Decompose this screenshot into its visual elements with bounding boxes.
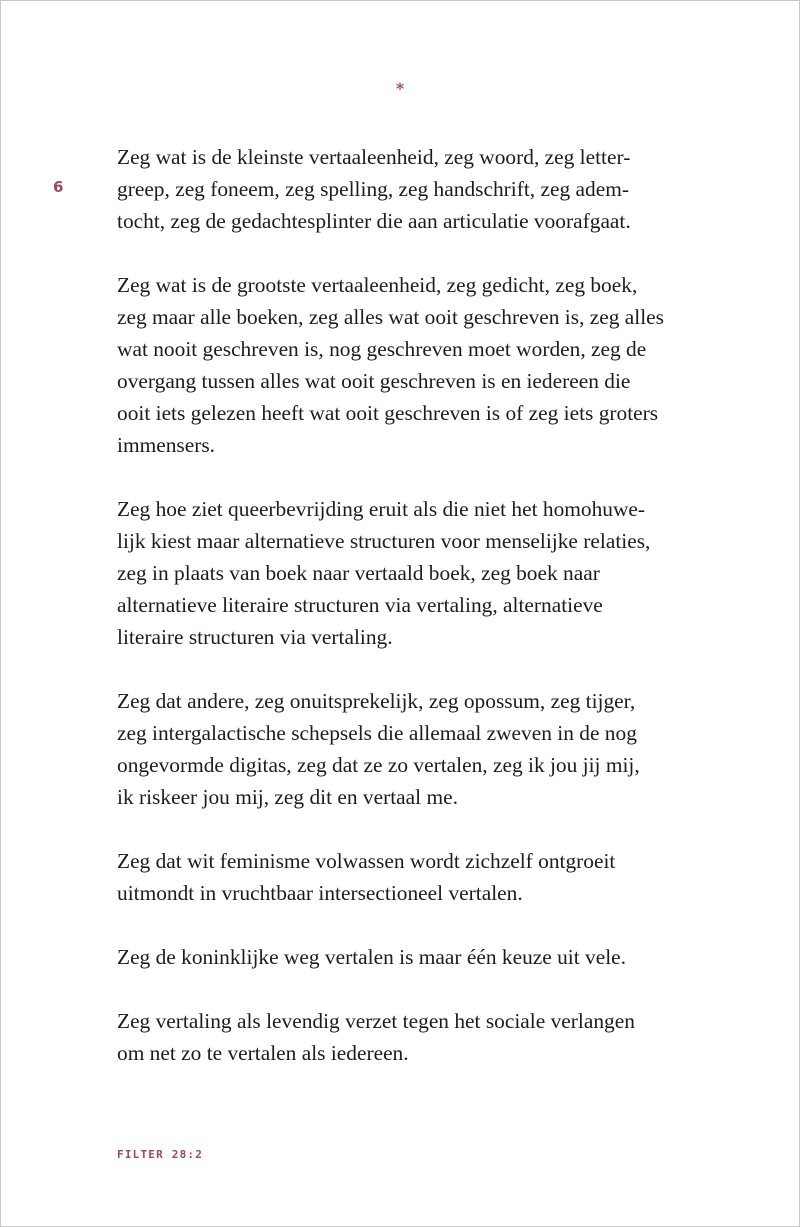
text-line: wat nooit geschreven is, nog geschreven moet worden, zeg de	[117, 337, 647, 361]
text-line: Zeg hoe ziet queerbevrijding eruit als die niet het homohuwe-	[117, 497, 646, 521]
text-line: zeg in plaats van boek naar vertaald boek, zeg boek naar	[117, 561, 600, 585]
text-line: Zeg wat is de kleinste vertaaleenheid, zeg woord, zeg letter-	[117, 145, 631, 169]
paragraph	[117, 845, 692, 909]
text-line: zeg maar alle boeken, zeg alles wat ooit geschreven is, zeg alles	[117, 305, 664, 329]
text-line: greep, zeg foneem, zeg spelling, zeg handschrift, zeg adem-	[117, 177, 629, 201]
text-line: Zeg wat is de grootste vertaaleenheid, zeg gedicht, zeg boek,	[117, 273, 638, 297]
text-line: tocht, zeg de gedachtesplinter die aan articulatie voorafgaat.	[117, 209, 631, 233]
text-line: alternatieve literaire structuren via vertaling, alternatieve	[117, 593, 603, 617]
paragraph	[117, 269, 692, 461]
text-line: overgang tussen alles wat ooit geschreven is en iedereen die	[117, 369, 631, 393]
paragraph	[117, 1005, 692, 1069]
paragraph	[117, 941, 692, 973]
body-text	[117, 141, 692, 1101]
text-line: uitmondt in vruchtbaar intersectioneel vertalen.	[117, 881, 523, 905]
text-line: immensers.	[117, 433, 216, 457]
text-line: ik riskeer jou mij, zeg dit en vertaal me.	[117, 785, 458, 809]
section-ornament: *	[395, 79, 405, 98]
paragraph	[117, 493, 692, 653]
text-line: ooit iets gelezen heeft wat ooit geschreven is of zeg iets groters	[117, 401, 659, 425]
text-line: zeg intergalactische schepsels die allemaal zweven in de nog	[117, 721, 637, 745]
text-line: Zeg dat wit feminisme volwassen wordt zichzelf ontgroeit	[117, 849, 616, 873]
paragraph	[117, 685, 692, 813]
text-line: lijk kiest maar alternatieve structuren voor menselijke relaties,	[117, 529, 651, 553]
page-number: 6	[53, 178, 64, 196]
text-line: literaire structuren via vertaling.	[117, 625, 393, 649]
text-line: ongevormde digitas, zeg dat ze zo vertalen, zeg ik jou jij mij,	[117, 753, 640, 777]
text-line: om net zo te vertalen als iedereen.	[117, 1041, 409, 1065]
text-line: Zeg vertaling als levendig verzet tegen het sociale verlangen	[117, 1009, 635, 1033]
text-line: Zeg de koninklijke weg vertalen is maar één keuze uit vele.	[117, 945, 627, 969]
running-footer: FILTER 28:2	[117, 1148, 204, 1161]
text-line: Zeg dat andere, zeg onuitsprekelijk, zeg opossum, zeg tijger,	[117, 689, 636, 713]
paragraph	[117, 141, 692, 237]
